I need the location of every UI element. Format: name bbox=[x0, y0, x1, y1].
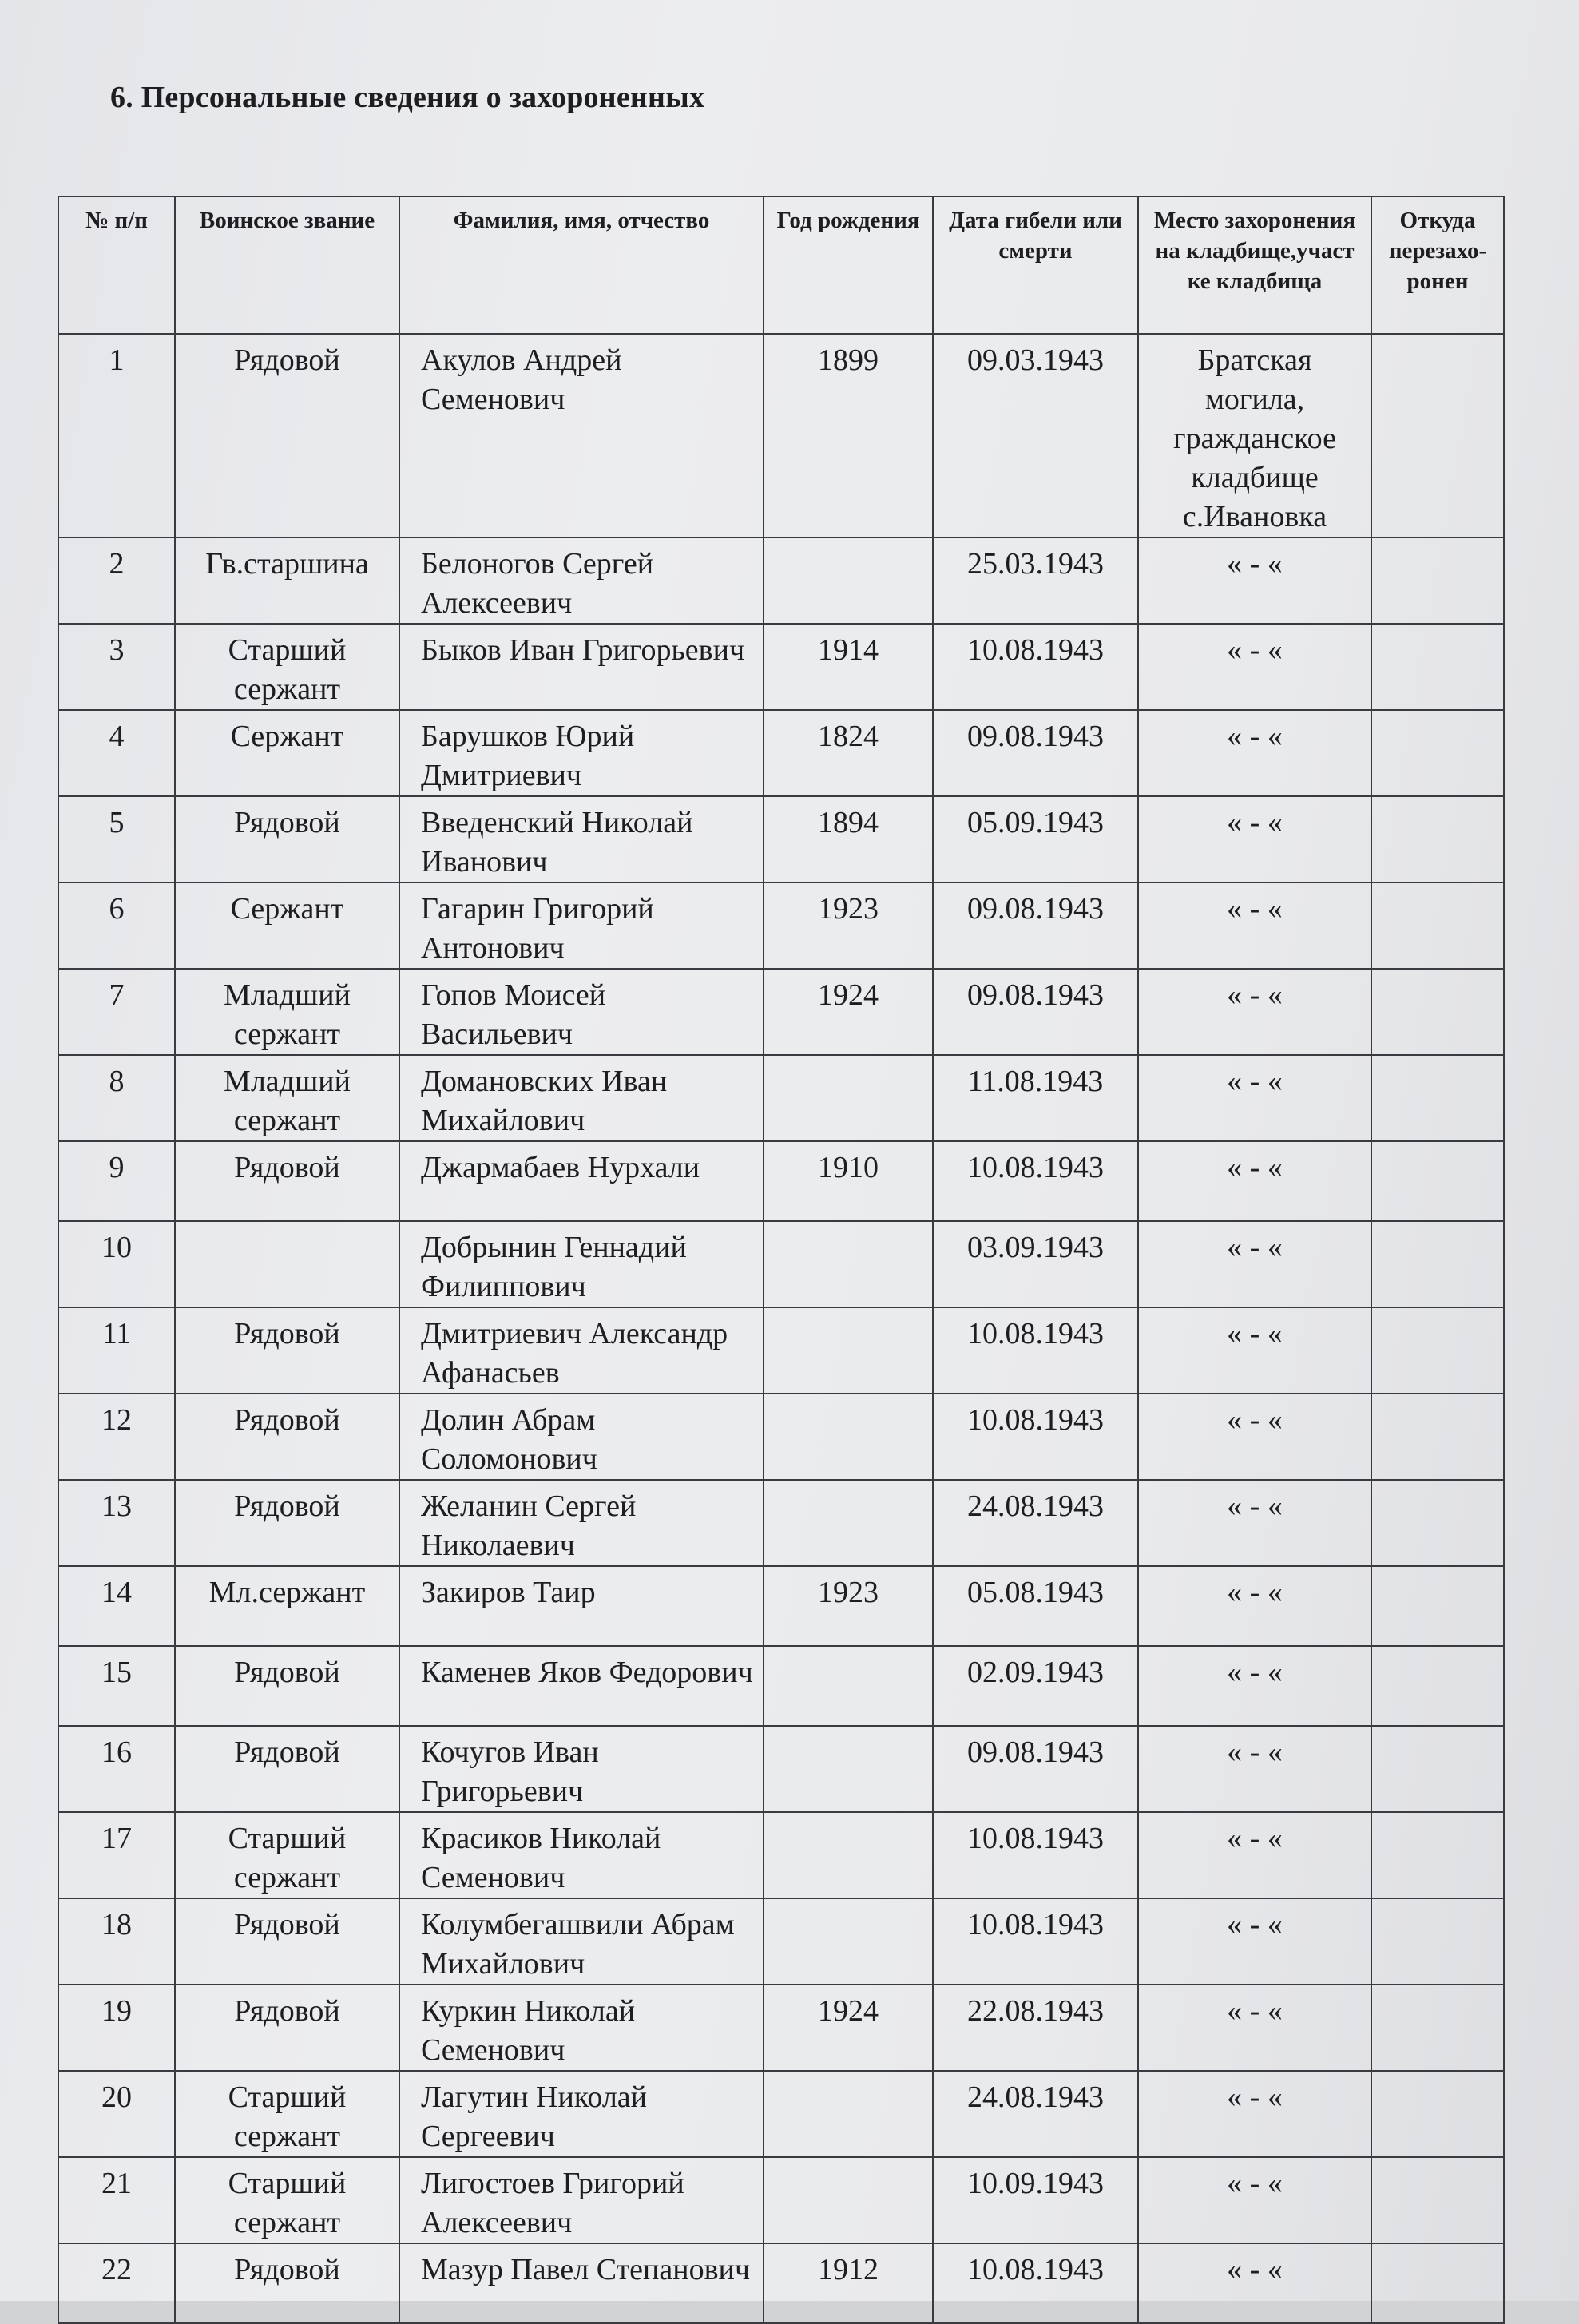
cell-name: Желанин Сергей Николаевич bbox=[399, 1480, 764, 1566]
cell-from bbox=[1371, 2071, 1504, 2157]
cell-rank: Рядовой bbox=[175, 1646, 399, 1726]
cell-date: 05.08.1943 bbox=[933, 1566, 1138, 1646]
cell-year: 1923 bbox=[764, 1566, 933, 1646]
cell-name: Акулов Андрей Семенович bbox=[399, 334, 764, 537]
cell-year: 1910 bbox=[764, 1141, 933, 1221]
table-row bbox=[58, 2243, 1504, 2323]
table-row bbox=[58, 1898, 1504, 1985]
cell-place: « - « bbox=[1138, 796, 1371, 882]
cell-name: Барушков Юрий Дмитриевич bbox=[399, 710, 764, 796]
cell-date: 10.08.1943 bbox=[933, 2243, 1138, 2323]
cell-place: « - « bbox=[1138, 710, 1371, 796]
cell-name: Введенский Николай Иванович bbox=[399, 796, 764, 882]
table-row bbox=[58, 1726, 1504, 1812]
cell-date: 03.09.1943 bbox=[933, 1221, 1138, 1307]
cell-place: « - « bbox=[1138, 1566, 1371, 1646]
cell-num: 10 bbox=[58, 1221, 175, 1307]
table-row bbox=[58, 537, 1504, 624]
cell-place: « - « bbox=[1138, 2243, 1371, 2323]
cell-year: 1899 bbox=[764, 334, 933, 537]
cell-from bbox=[1371, 1221, 1504, 1307]
cell-num: 4 bbox=[58, 710, 175, 796]
cell-rank: Сержант bbox=[175, 710, 399, 796]
cell-num: 5 bbox=[58, 796, 175, 882]
cell-from bbox=[1371, 1055, 1504, 1141]
cell-date: 25.03.1943 bbox=[933, 537, 1138, 624]
table-row bbox=[58, 1221, 1504, 1307]
cell-name: Мазур Павел Степанович bbox=[399, 2243, 764, 2323]
cell-year bbox=[764, 1726, 933, 1812]
table-row bbox=[58, 2157, 1504, 2243]
cell-date: 10.09.1943 bbox=[933, 2157, 1138, 2243]
column-header-year: Год рождения bbox=[764, 196, 933, 334]
cell-rank bbox=[175, 1221, 399, 1307]
cell-name: Добрынин Геннадий Филиппович bbox=[399, 1221, 764, 1307]
cell-place: « - « bbox=[1138, 1307, 1371, 1394]
cell-rank: Рядовой bbox=[175, 1307, 399, 1394]
cell-num: 20 bbox=[58, 2071, 175, 2157]
cell-rank: Старший сержант bbox=[175, 624, 399, 710]
cell-rank: Старший сержант bbox=[175, 2071, 399, 2157]
cell-name: Красиков Николай Семенович bbox=[399, 1812, 764, 1898]
table-header-row bbox=[58, 196, 1504, 334]
cell-year: 1914 bbox=[764, 624, 933, 710]
table-row bbox=[58, 1646, 1504, 1726]
table-row bbox=[58, 2071, 1504, 2157]
table-row bbox=[58, 1812, 1504, 1898]
cell-from bbox=[1371, 1566, 1504, 1646]
cell-place: « - « bbox=[1138, 882, 1371, 969]
cell-name: Дмитриевич Александр Афанасьев bbox=[399, 1307, 764, 1394]
cell-rank: Рядовой bbox=[175, 2243, 399, 2323]
cell-num: 17 bbox=[58, 1812, 175, 1898]
cell-place: « - « bbox=[1138, 1812, 1371, 1898]
cell-date: 09.03.1943 bbox=[933, 334, 1138, 537]
cell-date: 10.08.1943 bbox=[933, 1812, 1138, 1898]
cell-num: 9 bbox=[58, 1141, 175, 1221]
cell-from bbox=[1371, 624, 1504, 710]
cell-from bbox=[1371, 710, 1504, 796]
cell-year: 1894 bbox=[764, 796, 933, 882]
cell-num: 7 bbox=[58, 969, 175, 1055]
cell-date: 10.08.1943 bbox=[933, 1141, 1138, 1221]
cell-year bbox=[764, 1898, 933, 1985]
table-row bbox=[58, 1480, 1504, 1566]
cell-place: « - « bbox=[1138, 1141, 1371, 1221]
cell-year bbox=[764, 1055, 933, 1141]
cell-year: 1824 bbox=[764, 710, 933, 796]
column-header-name: Фамилия, имя, отчество bbox=[399, 196, 764, 334]
cell-name: Лагутин Николай Сергеевич bbox=[399, 2071, 764, 2157]
cell-num: 21 bbox=[58, 2157, 175, 2243]
cell-year: 1923 bbox=[764, 882, 933, 969]
cell-name: Домановских Иван Михайлович bbox=[399, 1055, 764, 1141]
table-row bbox=[58, 1307, 1504, 1394]
cell-year bbox=[764, 1394, 933, 1480]
cell-year bbox=[764, 1480, 933, 1566]
table-row bbox=[58, 1566, 1504, 1646]
cell-place: Братская могила, гражданское кладбище с.Ивановка bbox=[1138, 334, 1371, 537]
cell-rank: Старший сержант bbox=[175, 2157, 399, 2243]
column-header-date: Дата гибели или смерти bbox=[933, 196, 1138, 334]
cell-num: 13 bbox=[58, 1480, 175, 1566]
cell-name: Гопов Моисей Васильевич bbox=[399, 969, 764, 1055]
cell-from bbox=[1371, 1726, 1504, 1812]
cell-place: « - « bbox=[1138, 1221, 1371, 1307]
page-title: 6. Персональные сведения о захороненных bbox=[110, 81, 705, 114]
cell-year bbox=[764, 2157, 933, 2243]
cell-rank: Рядовой bbox=[175, 1141, 399, 1221]
cell-num: 22 bbox=[58, 2243, 175, 2323]
cell-from bbox=[1371, 1141, 1504, 1221]
cell-num: 15 bbox=[58, 1646, 175, 1726]
cell-place: « - « bbox=[1138, 969, 1371, 1055]
cell-year: 1924 bbox=[764, 1985, 933, 2071]
cell-rank: Мл.сержант bbox=[175, 1566, 399, 1646]
cell-place: « - « bbox=[1138, 2071, 1371, 2157]
table-row bbox=[58, 334, 1504, 537]
cell-rank: Младший сержант bbox=[175, 1055, 399, 1141]
cell-date: 02.09.1943 bbox=[933, 1646, 1138, 1726]
cell-year: 1924 bbox=[764, 969, 933, 1055]
cell-rank: Рядовой bbox=[175, 1985, 399, 2071]
cell-rank: Гв.старшина bbox=[175, 537, 399, 624]
table-row bbox=[58, 624, 1504, 710]
cell-from bbox=[1371, 2243, 1504, 2323]
table-row bbox=[58, 1394, 1504, 1480]
cell-date: 09.08.1943 bbox=[933, 969, 1138, 1055]
cell-from bbox=[1371, 882, 1504, 969]
cell-rank: Рядовой bbox=[175, 1480, 399, 1566]
cell-rank: Рядовой bbox=[175, 796, 399, 882]
cell-from bbox=[1371, 537, 1504, 624]
table-row bbox=[58, 1985, 1504, 2071]
cell-date: 09.08.1943 bbox=[933, 710, 1138, 796]
cell-from bbox=[1371, 796, 1504, 882]
cell-name: Каменев Яков Федорович bbox=[399, 1646, 764, 1726]
cell-rank: Старший сержант bbox=[175, 1812, 399, 1898]
cell-place: « - « bbox=[1138, 1898, 1371, 1985]
cell-rank: Рядовой bbox=[175, 1726, 399, 1812]
cell-name: Закиров Таир bbox=[399, 1566, 764, 1646]
cell-num: 19 bbox=[58, 1985, 175, 2071]
cell-num: 8 bbox=[58, 1055, 175, 1141]
cell-year bbox=[764, 1812, 933, 1898]
cell-date: 24.08.1943 bbox=[933, 1480, 1138, 1566]
cell-year bbox=[764, 537, 933, 624]
cell-from bbox=[1371, 969, 1504, 1055]
cell-name: Долин Абрам Соломонович bbox=[399, 1394, 764, 1480]
cell-year bbox=[764, 1221, 933, 1307]
cell-rank: Сержант bbox=[175, 882, 399, 969]
cell-from bbox=[1371, 334, 1504, 537]
table-row bbox=[58, 796, 1504, 882]
cell-date: 09.08.1943 bbox=[933, 882, 1138, 969]
cell-place: « - « bbox=[1138, 1055, 1371, 1141]
cell-place: « - « bbox=[1138, 1646, 1371, 1726]
cell-from bbox=[1371, 2157, 1504, 2243]
cell-date: 22.08.1943 bbox=[933, 1985, 1138, 2071]
column-header-rank: Воинское звание bbox=[175, 196, 399, 334]
column-header-num: № п/п bbox=[58, 196, 175, 334]
cell-place: « - « bbox=[1138, 1394, 1371, 1480]
cell-num: 18 bbox=[58, 1898, 175, 1985]
cell-num: 2 bbox=[58, 537, 175, 624]
column-header-place: Место захоронения на кладбище,участ ке кладбища bbox=[1138, 196, 1371, 334]
table-row bbox=[58, 969, 1504, 1055]
cell-from bbox=[1371, 1480, 1504, 1566]
column-header-from: Откуда перезахо-ронен bbox=[1371, 196, 1504, 334]
cell-name: Лигостоев Григорий Алексеевич bbox=[399, 2157, 764, 2243]
table-row bbox=[58, 882, 1504, 969]
cell-num: 6 bbox=[58, 882, 175, 969]
cell-num: 1 bbox=[58, 334, 175, 537]
cell-place: « - « bbox=[1138, 1985, 1371, 2071]
table-row bbox=[58, 710, 1504, 796]
cell-date: 05.09.1943 bbox=[933, 796, 1138, 882]
cell-from bbox=[1371, 1394, 1504, 1480]
cell-rank: Младший сержант bbox=[175, 969, 399, 1055]
cell-place: « - « bbox=[1138, 1480, 1371, 1566]
cell-place: « - « bbox=[1138, 2157, 1371, 2243]
cell-name: Гагарин Григорий Антонович bbox=[399, 882, 764, 969]
cell-num: 14 bbox=[58, 1566, 175, 1646]
cell-num: 11 bbox=[58, 1307, 175, 1394]
cell-date: 11.08.1943 bbox=[933, 1055, 1138, 1141]
table-row bbox=[58, 1055, 1504, 1141]
cell-year: 1912 bbox=[764, 2243, 933, 2323]
cell-date: 10.08.1943 bbox=[933, 624, 1138, 710]
cell-from bbox=[1371, 1646, 1504, 1726]
cell-date: 10.08.1943 bbox=[933, 1307, 1138, 1394]
cell-num: 3 bbox=[58, 624, 175, 710]
cell-name: Кочугов Иван Григорьевич bbox=[399, 1726, 764, 1812]
cell-place: « - « bbox=[1138, 537, 1371, 624]
cell-num: 16 bbox=[58, 1726, 175, 1812]
cell-rank: Рядовой bbox=[175, 334, 399, 537]
cell-from bbox=[1371, 1812, 1504, 1898]
cell-place: « - « bbox=[1138, 1726, 1371, 1812]
cell-year bbox=[764, 1646, 933, 1726]
cell-from bbox=[1371, 1898, 1504, 1985]
cell-rank: Рядовой bbox=[175, 1394, 399, 1480]
cell-name: Джармабаев Нурхали bbox=[399, 1141, 764, 1221]
cell-date: 24.08.1943 bbox=[933, 2071, 1138, 2157]
cell-name: Колумбегашвили Абрам Михайлович bbox=[399, 1898, 764, 1985]
cell-from bbox=[1371, 1307, 1504, 1394]
cell-place: « - « bbox=[1138, 624, 1371, 710]
table-row bbox=[58, 1141, 1504, 1221]
cell-name: Куркин Николай Семенович bbox=[399, 1985, 764, 2071]
cell-date: 09.08.1943 bbox=[933, 1726, 1138, 1812]
cell-year bbox=[764, 2071, 933, 2157]
cell-rank: Рядовой bbox=[175, 1898, 399, 1985]
burials-table bbox=[58, 196, 1505, 2324]
cell-num: 12 bbox=[58, 1394, 175, 1480]
cell-name: Белоногов Сергей Алексеевич bbox=[399, 537, 764, 624]
cell-year bbox=[764, 1307, 933, 1394]
cell-date: 10.08.1943 bbox=[933, 1898, 1138, 1985]
cell-name: Быков Иван Григорьевич bbox=[399, 624, 764, 710]
cell-from bbox=[1371, 1985, 1504, 2071]
cell-date: 10.08.1943 bbox=[933, 1394, 1138, 1480]
